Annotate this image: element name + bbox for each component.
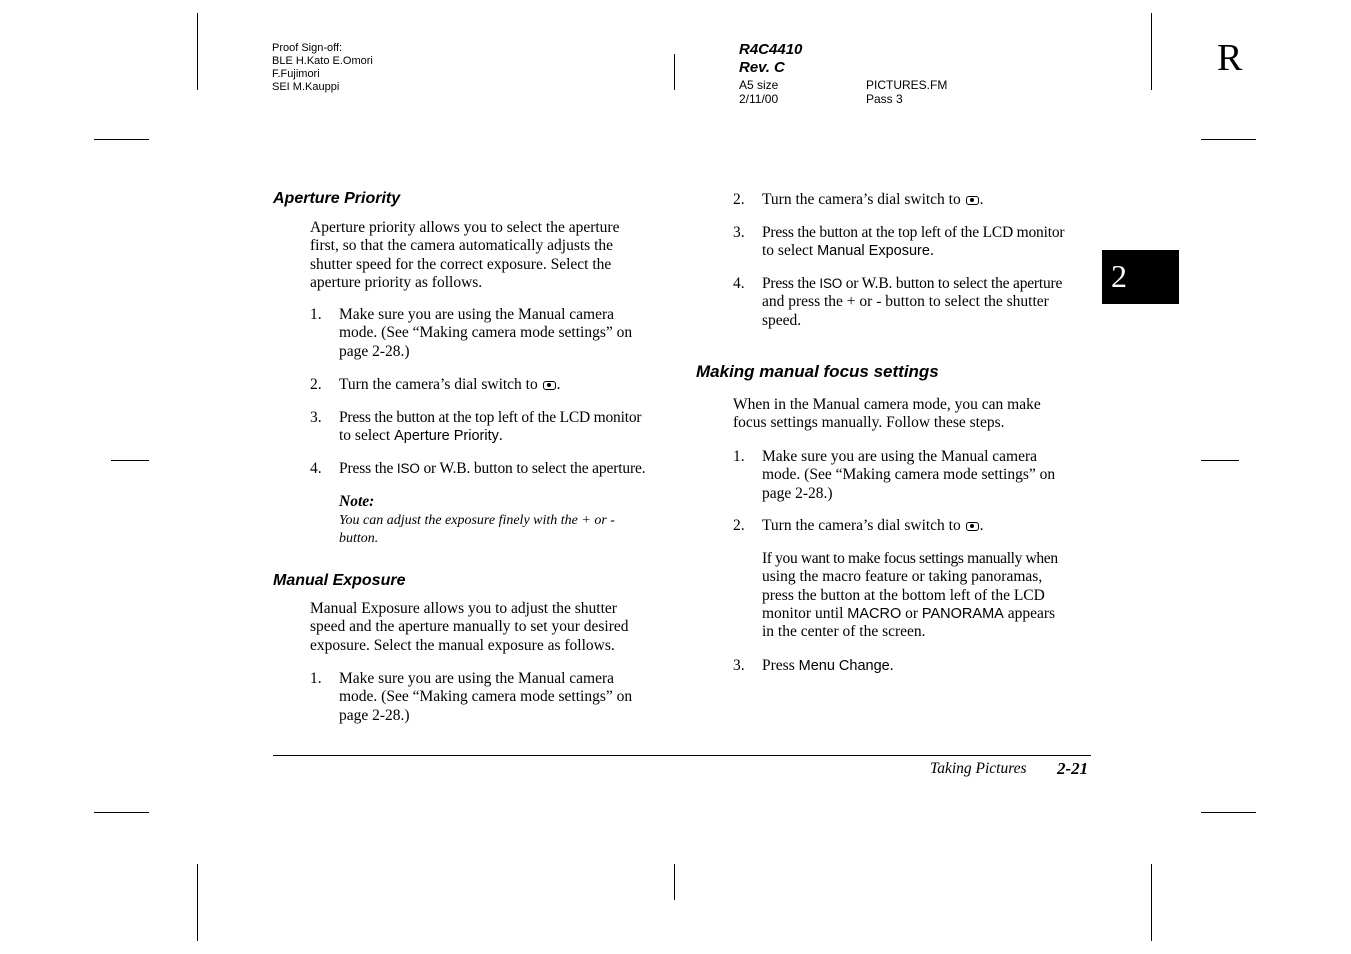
- note-line: You can adjust the exposure finely with the + or -: [339, 513, 615, 528]
- note-label: Note:: [339, 493, 375, 510]
- step-text: Press: [762, 657, 799, 674]
- step-text: Press the: [339, 460, 397, 477]
- step-text: Press the: [762, 275, 820, 292]
- crop-mark: [1201, 139, 1256, 140]
- camera-mode-icon: [966, 196, 979, 205]
- subnote-text: appears: [1003, 604, 1056, 622]
- camera-mode-icon: [966, 522, 979, 531]
- subnote-line: press the button at the bottom left of the LCD: [762, 586, 1045, 604]
- crop-mark: [674, 54, 675, 90]
- footer-section: Taking Pictures: [930, 760, 1027, 777]
- subnote-line: If you want to make focus settings manually when: [762, 550, 1058, 567]
- note-text: [339, 512, 615, 549]
- crop-mark: [94, 812, 149, 813]
- step-line: Make sure you are using the Manual camera: [762, 448, 1038, 465]
- intro-line: shutter speed for the correct exposure. Select the: [310, 255, 612, 273]
- page-number: 2-21: [1057, 759, 1089, 778]
- intro-line: Manual Exposure allows you to adjust the shutter: [310, 600, 617, 617]
- doc-size: A5 size: [739, 78, 779, 92]
- step-line: page 2-28.): [339, 342, 410, 360]
- subnote-line: in the center of the screen.: [762, 623, 926, 641]
- proof-signoff: [272, 42, 373, 94]
- intro-line: speed and the aperture manually to set your desired: [310, 618, 629, 636]
- step-line: page 2-28.): [762, 484, 833, 502]
- step-number: 4.: [733, 275, 745, 292]
- step-text: Turn the camera’s dial switch to: [762, 191, 961, 208]
- step-line: Make sure you are using the Manual camera: [339, 670, 615, 687]
- proof-line: F.Fujimori: [272, 68, 320, 80]
- focus-subnote: [762, 550, 1102, 641]
- subnote-line: using the macro feature or taking panoramas,: [762, 568, 1043, 586]
- step-end: .: [979, 517, 984, 534]
- step-end: .: [929, 242, 934, 260]
- step-end: .: [556, 376, 561, 393]
- step-number: 1.: [310, 670, 322, 687]
- doc-code: R4C4410: [739, 41, 803, 58]
- step-number: 2.: [310, 376, 322, 393]
- step-number: 1.: [733, 448, 745, 465]
- crop-mark: [111, 460, 149, 461]
- step-line: Press the button at the top left of the LCD monitor: [762, 224, 1065, 241]
- step-line: mode. (See “Making camera mode settings” on: [339, 324, 633, 342]
- section-title-manual-focus: Making manual focus settings: [696, 362, 939, 381]
- step-line: Make sure you are using the Manual camera: [339, 306, 615, 323]
- step-text: to select: [762, 242, 818, 260]
- note-line: button.: [339, 531, 379, 547]
- step-line: Press the button at the top left of the LCD monitor: [339, 409, 642, 426]
- crop-mark: [94, 139, 149, 140]
- ui-term-manual-exposure: Manual Exposure: [817, 243, 930, 260]
- proof-line: BLE H.Kato E.Omori: [272, 55, 373, 67]
- step-number: 3.: [310, 409, 322, 426]
- step-end: .: [498, 427, 503, 445]
- doc-rev: Rev. C: [739, 59, 785, 76]
- step-number: 1.: [310, 306, 322, 323]
- step-end: .: [979, 191, 984, 208]
- crop-mark: [674, 864, 675, 900]
- doc-pass: Pass 3: [866, 92, 903, 106]
- manual-intro: [310, 600, 629, 655]
- step-line: and press the + or - button to select the shutter: [762, 293, 1049, 311]
- section-title-manual-exposure: Manual Exposure: [273, 572, 406, 589]
- intro-line: first, so that the camera automatically adjusts the: [310, 237, 614, 255]
- camera-mode-icon: [543, 381, 556, 390]
- step-line: page 2-28.): [339, 706, 410, 724]
- subnote-text: monitor until: [762, 604, 848, 622]
- subnote-text: or: [901, 604, 922, 622]
- step-number: 3.: [733, 224, 745, 241]
- step-text: to select: [339, 427, 395, 445]
- step-line: speed.: [762, 311, 802, 329]
- doc-date: 2/11/00: [739, 92, 779, 106]
- step-line: mode. (See “Making camera mode settings” on: [339, 688, 633, 706]
- proof-line: SEI M.Kauppi: [272, 81, 340, 93]
- crop-mark: [1151, 13, 1152, 90]
- step-number: 2.: [733, 191, 745, 208]
- step-line: mode. (See “Making camera mode settings” on: [762, 466, 1056, 484]
- proof-line: Proof Sign-off:: [272, 42, 343, 54]
- step-text: Turn the camera’s dial switch to: [762, 517, 961, 534]
- step-text: Turn the camera’s dial switch to: [339, 376, 538, 393]
- step-number: 2.: [733, 517, 745, 534]
- iso-button-label: ISO: [819, 276, 843, 291]
- intro-line: When in the Manual camera mode, you can make: [733, 396, 1041, 413]
- intro-line: Aperture priority allows you to select the aperture: [310, 219, 620, 236]
- iso-button-label: ISO: [396, 461, 420, 476]
- crop-mark: [1201, 460, 1239, 461]
- intro-line: focus settings manually. Follow these steps.: [733, 414, 1005, 432]
- intro-line: aperture priority as follows.: [310, 273, 483, 291]
- corner-letter: R: [1217, 37, 1243, 79]
- step-end: .: [889, 657, 894, 674]
- crop-mark: [197, 864, 198, 941]
- chapter-tab: [1102, 250, 1179, 304]
- crop-mark: [1201, 812, 1256, 813]
- focus-intro: [733, 396, 1041, 433]
- aperture-intro: [310, 219, 619, 292]
- footer-rule: [273, 755, 1091, 756]
- doc-file: PICTURES.FM: [866, 78, 948, 92]
- step-text: or W.B. button to select the aperture: [842, 275, 1063, 292]
- intro-line: exposure. Select the manual exposure as follows.: [310, 636, 615, 654]
- step-number: 4.: [310, 460, 322, 477]
- ui-term-aperture-priority: Aperture Priority: [394, 428, 499, 445]
- crop-mark: [197, 13, 198, 90]
- section-title-aperture-priority: Aperture Priority: [273, 190, 401, 207]
- chapter-number: 2: [1111, 258, 1127, 294]
- ui-term-panorama: PANORAMA: [921, 605, 1004, 622]
- step-number: 3.: [733, 657, 745, 674]
- ui-term-macro: MACRO: [847, 605, 902, 622]
- step-text: or W.B. button to select the aperture.: [419, 460, 646, 477]
- ui-term-menu-change: Menu Change: [798, 658, 890, 674]
- crop-mark: [1151, 864, 1152, 941]
